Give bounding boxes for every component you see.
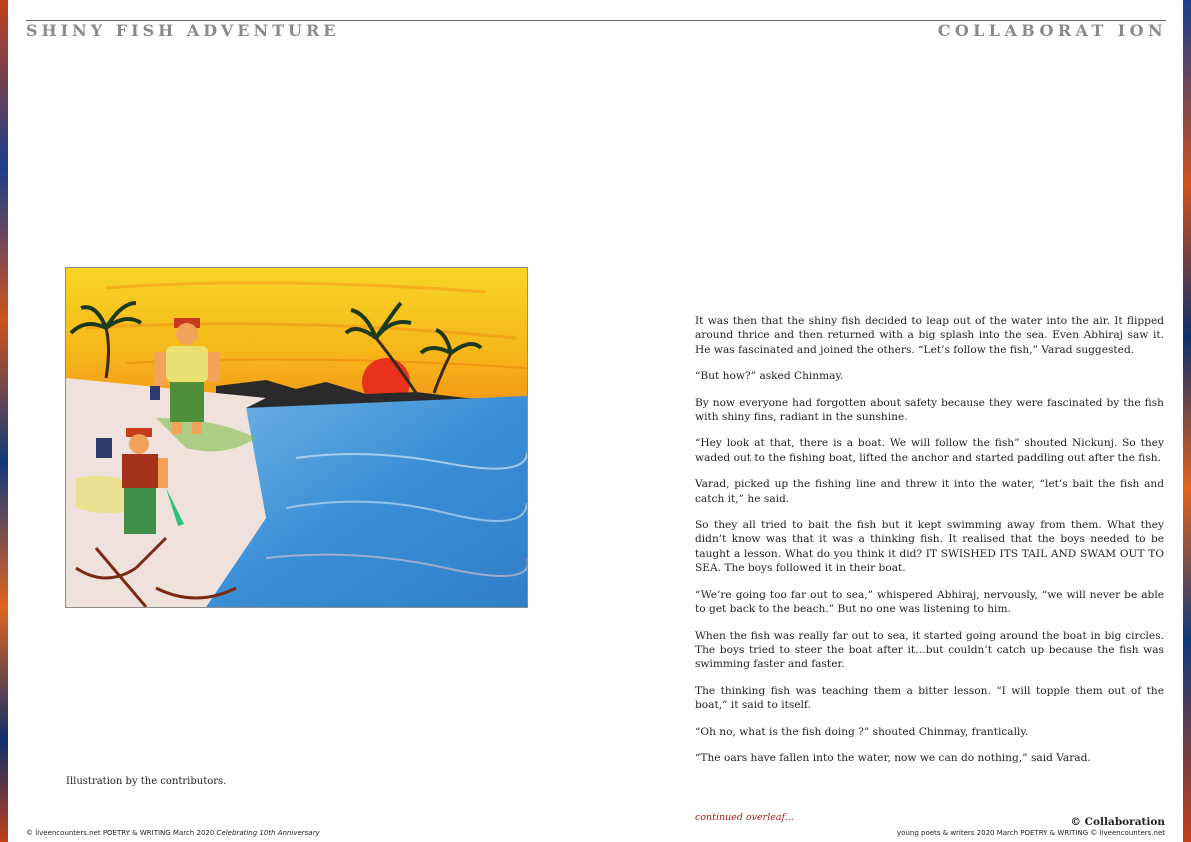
section-title: SHINY FISH ADVENTURE	[26, 21, 340, 40]
section-category: COLLABORAT ION	[937, 21, 1167, 40]
footer-left-text: © liveencounters.net POETRY & WRITING March 2020	[26, 829, 217, 837]
story-paragraph: So they all tried to bait the fish but it kept swimming away from them. What they didn’t know was that it was a thinking fish. It realised that the boys needed to be taught a lesson. What do you think it did? IT SWISHED ITS TAIL AND SWAM OUT TO SEA. The boys followed it in their boat.	[695, 519, 1164, 575]
story-paragraph: It was then that the shiny fish decided to leap out of the water into the air. It flipped around thrice and then returned with a big splash into the sea. Even Abhiraj saw it. He was fascinated and joined the others. “Let’s follow the fish,” Varad suggested.	[695, 315, 1164, 356]
magazine-spread	[8, 0, 1183, 842]
illustration-caption: Illustration by the contributors.	[66, 776, 227, 787]
story-paragraph: “We’re going too far out to sea,” whispered Abhiraj, nervously, “we will never be able to get back to the beach.” But no one was listening to him.	[695, 588, 1164, 616]
story-text	[695, 314, 1164, 777]
story-paragraph: “Oh no, what is the fish doing ?” shouted Chinmay, frantically.	[695, 725, 1029, 738]
beach-sunset-drawing	[66, 268, 527, 607]
story-paragraph: Varad, picked up the fishing line and threw it into the water, “let’s bait the fish and catch it,” he said.	[695, 478, 1164, 505]
footer-left	[26, 829, 320, 837]
continued-link[interactable]: continued overleaf...	[695, 812, 794, 823]
footer-right: young poets & writers 2020 March POETRY & WRITING © liveencounters.net	[897, 829, 1165, 837]
story-paragraph: When the fish was really far out to sea, it started going around the boat in big circles. The boys tried to steer the boat after it…but couldn’t catch up because the fish was swimming faster and faster.	[695, 629, 1164, 671]
footer-anniversary: Celebrating 10th Anniversary	[216, 829, 320, 837]
story-paragraph: “Hey look at that, there is a boat. We will follow the fish” shouted Nickunj. So they waded out to the fishing boat, lifted the anchor and started paddling out after the fish.	[695, 437, 1164, 464]
story-paragraph: “The oars have fallen into the water, now we can do nothing,” said Varad.	[695, 751, 1091, 764]
story-paragraph: “But how?” asked Chinmay.	[695, 370, 844, 383]
sky	[66, 268, 527, 403]
crayon-illustration	[65, 267, 528, 608]
magazine-spine-right	[1183, 0, 1191, 842]
magazine-spine-left	[0, 0, 8, 842]
copyright-notice: © Collaboration	[1070, 816, 1165, 828]
story-paragraph: By now everyone had forgotten about safety because they were fascinated by the fish with shiny fins, radiant in the sunshine.	[695, 396, 1164, 424]
story-paragraph: The thinking fish was teaching them a bitter lesson. “I will topple them out of the boat,” it said to itself.	[695, 684, 1164, 712]
